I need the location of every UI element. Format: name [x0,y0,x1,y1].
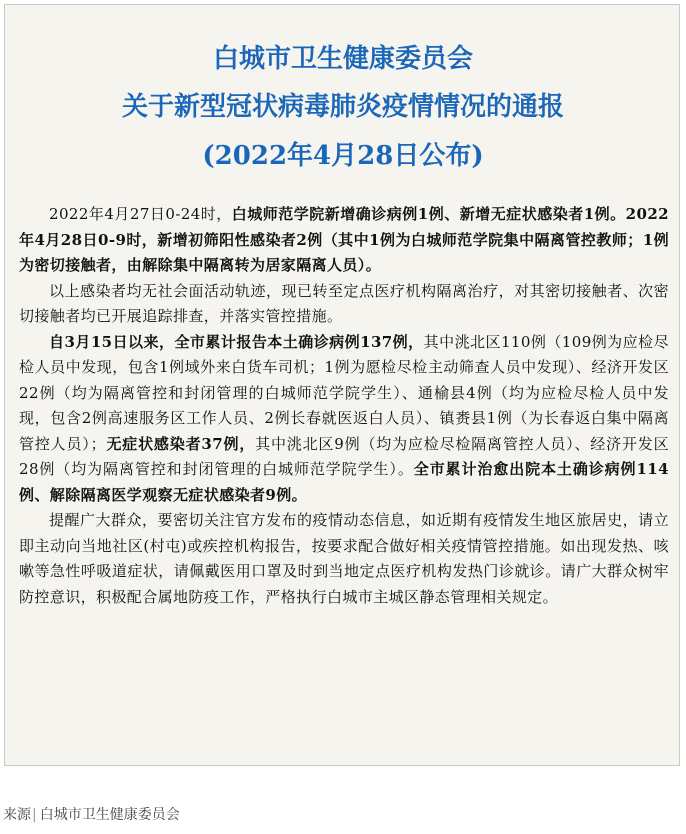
title-line-1: 白城市卫生健康委员会 [212,44,473,74]
source-line [3,804,180,824]
p1-bold-text: 白城师范学院新增确诊病例1例、新增无症状感染者1例。2022年4月28日0-9时，新增初筛阳性感染者2例（其中1例为白城师范学院集中隔离管控教师；1例为密切接触者，由解除集中隔离转为居家隔离人员）。 [19,205,669,274]
source-label: 来源 [3,807,31,823]
p3-asymptomatic-detail: 其中洮北区9例（均为应检尽检隔离管控人员）、经济开发区28例（均为隔离管控和封闭管理的白城师范学院学生）。 [19,434,669,478]
notice-panel [4,4,680,766]
source-name: 白城市卫生健康委员会 [39,807,180,823]
p3-bold-asymptomatic: 无症状感染者37例， [106,434,256,453]
p1-date: 2022年4月27日0-24时， [49,205,232,223]
paragraph-2: 以上感染者均无社会面活动轨迹，现已转至定点医疗机构隔离治疗，对其密切接触者、次密切接触者均已开展追踪排查，并落实管控措施。 [19,281,669,325]
paragraph-1 [19,202,669,279]
p3-bold-recovered: 全市累计治愈出院本土确诊病例114例、解除隔离医学观察无症状感染者9例。 [19,460,669,504]
paragraph-3 [19,330,669,509]
paragraph-4: 提醒广大群众，要密切关注官方发布的疫情动态信息，如近期有疫情发生地区旅居史，请立即主动向当地社区(村屯)或疾控机构报告，按要求配合做好相关疫情管控措施。如出现发热、咳嗽等急性呼吸道症状，请佩戴医用口罩及时到当地定点医疗机构发热门诊就诊。请广大群众树牢防控意识，积极配合属地防疫工作，严格执行白城市主城区静态管理相关规定。 [19,511,669,606]
title-line-3: (2022年4月28日公布) [202,141,484,171]
p3-bold-summary: 自3月15日以来，全市累计报告本土确诊病例137例， [49,332,424,351]
notice-body [19,202,669,610]
p3-detail: 其中洮北区110例（109例为应检尽检人员中发现，包含1例域外来白货车司机；1例为愿检尽检主动筛查人员中发现）、经济开发区22例（均为隔离管控和封闭管理的白城师范学院学生）、通榆县4例（均为应检尽检人员中发现，包含2例高速服务区工作人员、2例长春就医返白人员）、镇赉县1例（为长春返白集中隔离管控人员）； [19,332,669,453]
title-line-2: 关于新型冠状病毒肺炎疫情情况的通报 [121,92,564,122]
source-separator: | [32,807,37,823]
